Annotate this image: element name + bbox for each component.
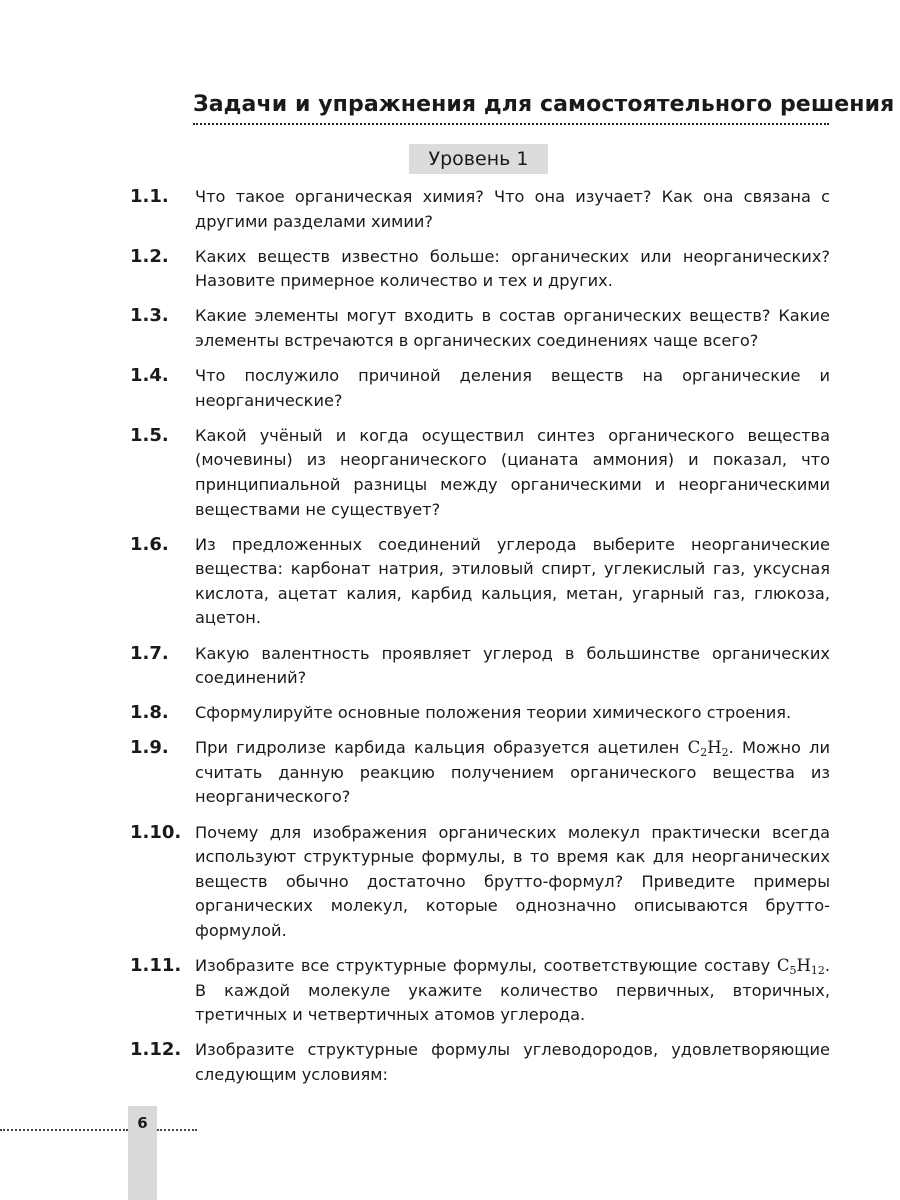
page-number: 6 [137,1114,148,1132]
problem-1-5 [130,424,830,522]
level-label: Уровень 1 [409,144,548,174]
problem-number: 1.9. [130,737,169,759]
problem-text: Каких веществ известно больше: органических или неорганических? Назовите примерное количество и тех и других. [195,246,830,291]
problem-text: Что такое органическая химия? Что она изучает? Как она связана с другими разделами химии? [195,187,830,231]
chemical-formula: $C_5H_{12}$ [776,956,825,978]
problem-number: 1.3. [130,305,169,327]
problem-text: Сформулируйте основные положения теории химического строения. [195,703,792,723]
problem-text: Почему для изображения органических молекул практически всегда используют структурные формулы, в то время как для неорганических веществ обычно достаточно брутто-формул? Приведите примеры органических молекул, которые однозначно описываются брутто-формулой. [195,822,830,940]
problem-text: Какие элементы могут входить в состав органических веществ? Какие элементы встречаются в органических соединениях чаще всего? [195,306,830,350]
problem-1-7 [130,642,830,691]
problem-text: Из предложенных соединений углерода выберите неорганические вещества: карбонат натрия, этиловый спирт, углекислый газ, уксусная кислота, ацетат калия, карбид кальция, метан, угарный газ, глюкоза, ацетон. [195,534,830,628]
problem-1-10 [130,821,830,944]
problem-number: 1.12. [130,1039,182,1061]
problem-1-12 [130,1038,830,1087]
problem-text: Что послужило причиной деления веществ на органические и неорганические? [195,366,830,410]
problem-text [195,954,830,1028]
problem-text: Какую валентность проявляет углерод в большинстве органических соединений? [195,643,830,688]
problem-number: 1.5. [130,424,169,446]
problem-1-4 [130,364,830,413]
problem-1-11 [130,954,830,1028]
problem-1-2 [130,245,830,294]
problem-number: 1.8. [130,702,169,724]
problem-number: 1.7. [130,642,169,664]
problem-1-8 [130,701,830,726]
problem-text-before: Изобразите все структурные формулы, соответствующие составу [195,956,777,976]
problem-text-after: . Можно ли считать данную реакцию получением органического вещества из неорганического? [195,738,830,807]
chemical-formula: $C_2H_2$ [687,738,729,760]
problem-number: 1.6. [130,533,169,555]
problem-number: 1.10. [130,821,182,843]
problem-number: 1.11. [130,955,182,977]
footer-divider-left [0,1129,128,1131]
footer-divider-right [157,1129,197,1131]
problem-text-before: При гидролизе карбида кальция образуется ацетилен [195,738,688,758]
problem-number: 1.2. [130,245,169,267]
problem-number: 1.1. [130,186,169,207]
problem-text-after: . В каждой молекуле укажите количество первичных, вторичных, третичных и четвертичных атомов углерода. [195,956,830,1025]
problem-text [195,736,830,810]
problem-text: Изобразите структурные формулы углеводородов, удовлетворяющие следующим условиям: [195,1040,830,1084]
problem-text: Какой учёный и когда осуществил синтез органического вещества (мочевины) из неорганического (цианата аммония) и показал, что принципиальной разницы между органическими и неорганическими веществами не существует? [195,425,830,519]
problem-1-1 [130,185,830,234]
problem-1-9 [130,736,830,810]
problem-number: 1.4. [130,365,169,387]
problem-1-3 [130,304,830,353]
section-title: Задачи и упражнения для самостоятельного решения [193,92,829,125]
problem-list [130,185,830,1098]
problem-1-6 [130,533,830,631]
